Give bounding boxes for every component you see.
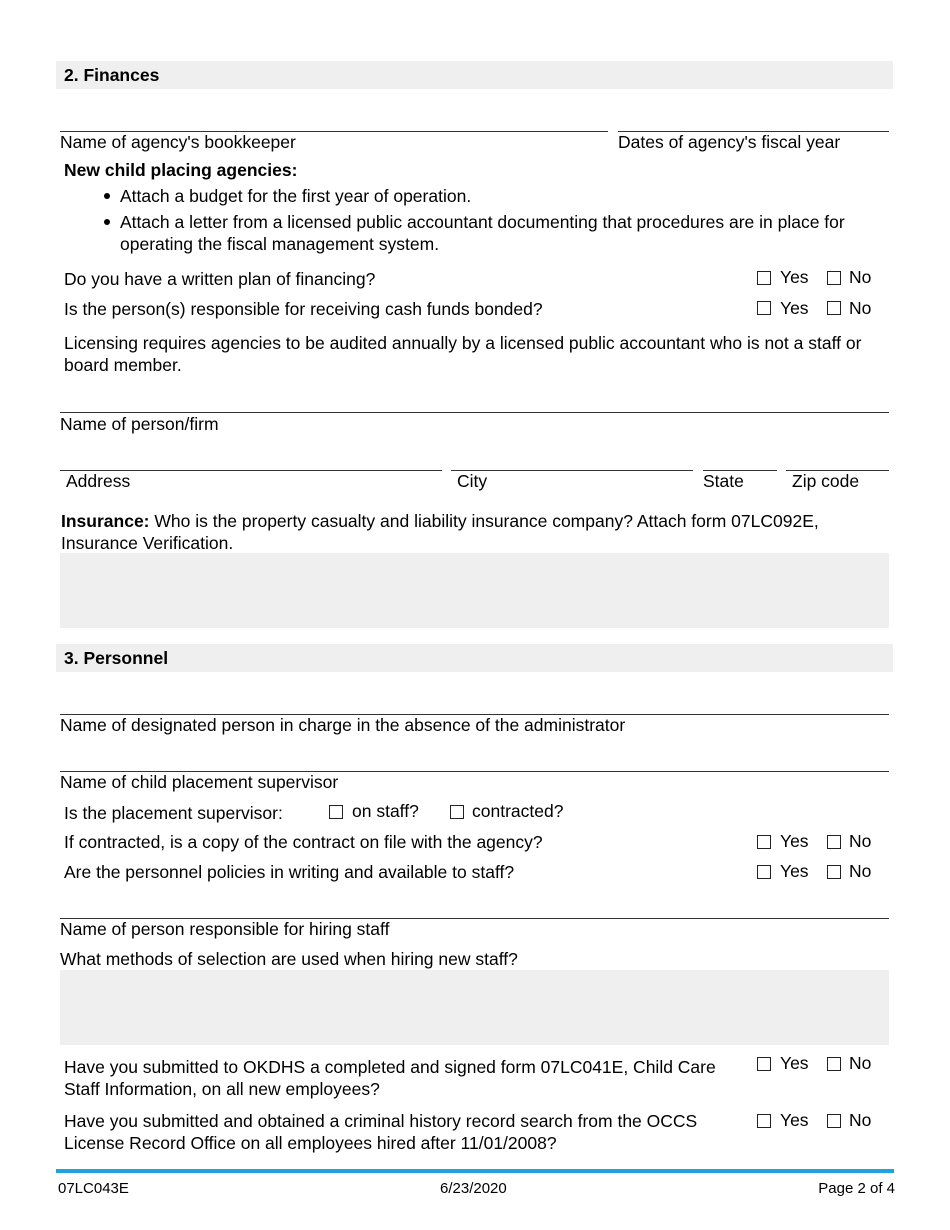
- footer-page-number: Page 2 of 4: [818, 1180, 895, 1197]
- yes-checkbox[interactable]: [757, 865, 771, 879]
- section-title: 2. Finances: [64, 65, 160, 85]
- no-checkbox[interactable]: [827, 835, 841, 849]
- yes-label: Yes: [780, 1110, 809, 1130]
- question-criminal-history: Have you submitted and obtained a criminal history record search from the OCCS License Record Office on all employees hired after 11/01/2008?: [64, 1111, 698, 1153]
- yes-checkbox[interactable]: [757, 835, 771, 849]
- no-checkbox[interactable]: [827, 271, 841, 285]
- yes-label: Yes: [780, 298, 809, 318]
- yes-label: Yes: [780, 267, 809, 287]
- section-header-finances: [56, 61, 893, 89]
- footer-rule: [56, 1169, 894, 1173]
- bullet-icon: [104, 219, 110, 225]
- insurance-question: [61, 510, 896, 554]
- section-header-personnel: [56, 644, 893, 672]
- state-label: State: [703, 471, 744, 491]
- fiscal-year-label: Dates of agency's fiscal year: [618, 132, 841, 152]
- no-label: No: [849, 861, 872, 881]
- audit-text: Licensing requires agencies to be audited annually by a licensed public accountant who is not a staff or board member.: [64, 333, 862, 375]
- city-field[interactable]: [451, 470, 693, 471]
- no-label: No: [849, 1110, 872, 1130]
- yes-checkbox[interactable]: [757, 1057, 771, 1071]
- yes-label: Yes: [780, 861, 809, 881]
- question-contract-copy: If contracted, is a copy of the contract on file with the agency?: [64, 832, 543, 852]
- address-label: Address: [66, 471, 131, 491]
- city-label: City: [457, 471, 488, 491]
- no-label: No: [849, 298, 872, 318]
- question-staff-info: Have you submitted to OKDHS a completed and signed form 07LC041E, Child Care Staff Information, on all new employees?: [64, 1057, 716, 1099]
- selection-methods-field[interactable]: [60, 970, 889, 1045]
- person-firm-label: Name of person/firm: [60, 414, 219, 434]
- yes-checkbox[interactable]: [757, 271, 771, 285]
- new-agencies-heading: New child placing agencies:: [64, 160, 298, 180]
- yes-checkbox[interactable]: [757, 1114, 771, 1128]
- no-label: No: [849, 1053, 872, 1073]
- section-title: 3. Personnel: [64, 648, 169, 668]
- bullet-text: Attach a letter from a licensed public accountant documenting that procedures are in place for operating the fiscal management system.: [120, 212, 845, 254]
- no-checkbox[interactable]: [827, 1057, 841, 1071]
- insurance-answer-field[interactable]: [60, 553, 889, 628]
- no-checkbox[interactable]: [827, 1114, 841, 1128]
- contracted-label: contracted?: [472, 801, 564, 821]
- bookkeeper-label: Name of agency's bookkeeper: [60, 132, 296, 152]
- insurance-label: Insurance:: [61, 511, 150, 531]
- on-staff-checkbox[interactable]: [329, 805, 343, 819]
- question-written-plan: Do you have a written plan of financing?: [64, 269, 376, 289]
- footer-form-id: 07LC043E: [58, 1180, 129, 1197]
- on-staff-label: on staff?: [352, 801, 419, 821]
- zip-label: Zip code: [792, 471, 860, 491]
- question-policies: Are the personnel policies in writing and available to staff?: [64, 862, 515, 882]
- designated-person-label: Name of designated person in charge in the absence of the administrator: [60, 715, 626, 735]
- person-firm-field[interactable]: [60, 412, 889, 413]
- yes-label: Yes: [780, 831, 809, 851]
- contracted-checkbox[interactable]: [450, 805, 464, 819]
- question-selection-methods: What methods of selection are used when hiring new staff?: [60, 949, 518, 969]
- footer-date: 6/23/2020: [440, 1180, 507, 1197]
- yes-checkbox[interactable]: [757, 301, 771, 315]
- hiring-person-label: Name of person responsible for hiring staff: [60, 919, 390, 939]
- no-checkbox[interactable]: [827, 301, 841, 315]
- insurance-text: Who is the property casualty and liability insurance company? Attach form 07LC092E, Insurance Verification.: [61, 511, 819, 553]
- no-checkbox[interactable]: [827, 865, 841, 879]
- no-label: No: [849, 267, 872, 287]
- bullet-text: Attach a budget for the first year of operation.: [120, 186, 472, 206]
- question-bonded: Is the person(s) responsible for receiving cash funds bonded?: [64, 299, 543, 319]
- bullet-icon: [104, 193, 110, 199]
- yes-label: Yes: [780, 1053, 809, 1073]
- no-label: No: [849, 831, 872, 851]
- supervisor-label: Name of child placement supervisor: [60, 772, 339, 792]
- question-supervisor-type: Is the placement supervisor:: [64, 803, 283, 823]
